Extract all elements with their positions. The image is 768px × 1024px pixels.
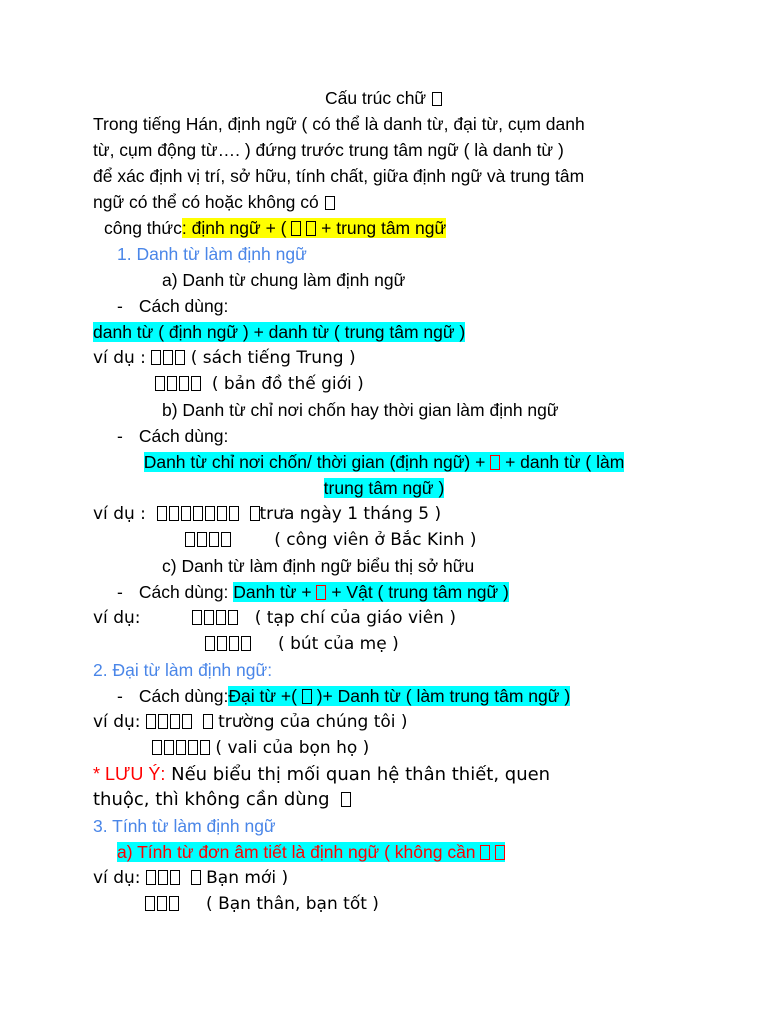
intro-line-1: Trong tiếng Hán, định ngữ ( có thể là danh từ, đại từ, cụm danh [93, 114, 585, 134]
missing-glyph-boxes [192, 610, 238, 625]
note-line-2: thuộc, thì không cần dùng [93, 789, 351, 811]
example-row: ( công viên ở Bắc Kinh ) [185, 529, 477, 551]
missing-glyph-boxes [146, 714, 192, 729]
section-1a-usage: - Cách dùng: [117, 296, 229, 316]
section-1c-title: c) Danh từ làm định ngữ biểu thị sở hữu [162, 556, 475, 576]
missing-glyph-boxes [185, 532, 231, 547]
section-1c-usage: - Cách dùng: Danh từ + + Vật ( trung tâm ngữ ) [117, 582, 509, 602]
document-title: Cấu trúc chữ [0, 87, 768, 109]
section-2-usage: - Cách dùng:Đại từ +( )+ Danh từ ( làm trung tâm ngữ ) [117, 686, 571, 706]
section-1-heading: 1. Danh từ làm định ngữ [117, 244, 307, 264]
formula-highlight: : định ngữ + ( + trung tâm ngữ [181, 218, 447, 238]
section-2-heading: 2. Đại từ làm định ngữ: [93, 660, 273, 680]
missing-glyph-boxes [146, 870, 180, 885]
section-1a-title: a) Danh từ chung làm định ngữ [162, 270, 406, 290]
missing-glyph-boxes [191, 870, 201, 885]
intro-line-3: để xác định vị trí, sở hữu, tính chất, giữa định ngữ và trung tâm [93, 166, 585, 186]
missing-glyph-box [325, 196, 335, 210]
missing-glyph-boxes [495, 845, 505, 860]
section-1b-title: b) Danh từ chỉ nơi chốn hay thời gian làm định ngữ [162, 400, 559, 420]
example-row: ( bút của mẹ ) [205, 633, 399, 655]
missing-glyph-boxes [490, 455, 500, 470]
example-row: ( vali của bọn họ ) [152, 737, 369, 759]
example-row: ví dụ : trưa ngày 1 tháng 5 ) [93, 504, 442, 524]
missing-glyph-boxes [250, 506, 260, 521]
example-row: ví dụ: Bạn mới ) [93, 868, 289, 888]
missing-glyph-boxes [341, 792, 351, 807]
missing-glyph-box [432, 92, 442, 106]
missing-glyph-boxes [155, 376, 201, 391]
missing-glyph-boxes [302, 689, 312, 704]
missing-glyph-boxes [152, 740, 210, 755]
missing-glyph-boxes [205, 636, 251, 651]
missing-glyph-boxes [306, 221, 316, 236]
missing-glyph-boxes [480, 845, 490, 860]
missing-glyph-boxes [316, 585, 326, 600]
missing-glyph-boxes [291, 221, 301, 236]
section-1b-formula-line-2: trung tâm ngữ ) [323, 478, 445, 498]
example-row: ( Bạn thân, bạn tốt ) [145, 893, 379, 915]
missing-glyph-boxes [151, 350, 185, 365]
intro-line-2: từ, cụm động từ…. ) đứng trước trung tâm ngữ ( là danh từ ) [93, 140, 564, 160]
missing-glyph-boxes [203, 714, 213, 729]
missing-glyph-boxes [157, 506, 239, 521]
section-1a-formula: danh từ ( định ngữ ) + danh từ ( trung tâm ngữ ) [93, 322, 466, 342]
example-row: ví dụ: trường của chúng tôi ) [93, 712, 408, 732]
example-row: ví dụ : ( sách tiếng Trung ) [93, 348, 356, 368]
intro-line-4: ngữ có thể có hoặc không có [93, 191, 336, 213]
note-line-1: * LƯU Ý: Nếu biểu thị mối quan hệ thân thiết, quen [93, 764, 551, 785]
example-row: ví dụ: ( tạp chí của giáo viên ) [93, 608, 456, 628]
section-3a-title: a) Tính từ đơn âm tiết là định ngữ ( không cần [117, 841, 505, 863]
section-1b-formula-line-1: Danh từ chỉ nơi chốn/ thời gian (định ngữ) + + danh từ ( làm [143, 452, 625, 472]
general-formula: công thức: định ngữ + ( + trung tâm ngữ [104, 218, 447, 238]
section-1b-usage: - Cách dùng: [117, 426, 229, 446]
example-row: ( bản đồ thế giới ) [155, 373, 364, 395]
missing-glyph-boxes [145, 896, 179, 911]
section-3-heading: 3. Tính từ làm định ngữ [93, 816, 276, 836]
